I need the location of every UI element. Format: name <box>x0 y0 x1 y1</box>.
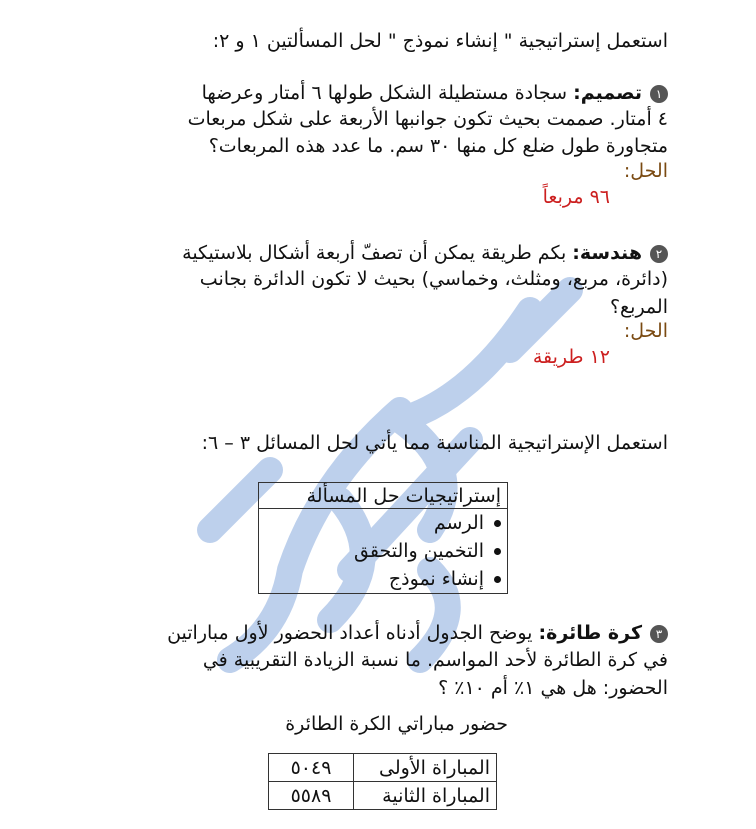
problem-3-text-3: الحضور: هل هي ١٪ أم ١٠٪ ؟ <box>438 677 668 699</box>
problem-1-line-1 <box>202 80 668 107</box>
problem-1-heading: تصميم: <box>573 82 642 104</box>
problem-1-text-1: سجادة مستطيلة الشكل طولها ٦ أمتار وعرضها <box>201 82 568 104</box>
table-row <box>269 754 497 782</box>
problem-1-solution-label: الحل: <box>623 160 668 182</box>
intro-instruction-2: استعمل الإستراتيجية المناسبة مما يأتي لحل المسائل ٣ – ٦: <box>201 432 668 454</box>
attendance-table-title: حضور مباراتي الكرة الطائرة <box>285 713 508 735</box>
strategy-item: إنشاء نموذج <box>259 565 508 594</box>
intro-instruction-1: استعمل إستراتيجية " إنشاء نموذج " لحل المسألتين ١ و ٢: <box>212 30 668 52</box>
problem-1-answer: ٩٦ مربعاً <box>542 186 610 208</box>
problem-number-badge: ١ <box>650 85 668 103</box>
problem-3-line-1 <box>167 620 668 647</box>
problem-2-answer: ١٢ طريقة <box>532 346 610 368</box>
problem-2-heading: هندسة: <box>572 242 642 264</box>
problem-1-text-2: ٤ أمتار. صممت بحيث تكون جوانبها الأربعة على شكل مربعات <box>187 108 668 130</box>
strategy-item: التخمين والتحقق <box>259 537 508 565</box>
problem-3-heading: كرة طائرة: <box>538 622 642 644</box>
strategy-item: الرسم <box>259 509 508 538</box>
problem-2-text-2: (دائرة، مربع، ومثلث، وخماسي) بحيث لا تكون الدائرة بجانب <box>199 268 668 290</box>
problem-2-line-1 <box>182 240 668 267</box>
bullet-icon <box>494 520 501 527</box>
table-cell-value: ٥٥٨٩ <box>269 782 354 810</box>
problem-2-solution-label: الحل: <box>623 320 668 342</box>
problem-3-text-2: في كرة الطائرة لأحد المواسم. ما نسبة الزيادة التقريبية في <box>202 649 668 671</box>
problem-number-badge: ٣ <box>650 625 668 643</box>
strategies-table <box>258 482 508 594</box>
problem-1-text-3: متجاورة طول ضلع كل منها ٣٠ سم. ما عدد هذه المربعات؟ <box>208 135 668 157</box>
bullet-icon <box>494 576 501 583</box>
strategies-table-header: إستراتيجيات حل المسألة <box>259 483 508 509</box>
problem-2-text-1: بكم طريقة يمكن أن تصفّ أربعة أشكال بلاستيكية <box>182 242 567 264</box>
attendance-table <box>268 753 497 810</box>
bullet-icon <box>494 548 501 555</box>
table-row <box>269 782 497 810</box>
problem-3-text-1: يوضح الجدول أدناه أعداد الحضور لأول مباراتين <box>167 622 533 644</box>
table-cell-value: ٥٠٤٩ <box>269 754 354 782</box>
table-cell-label: المباراة الثانية <box>354 782 497 810</box>
problem-number-badge: ٢ <box>650 245 668 263</box>
table-cell-label: المباراة الأولى <box>354 754 497 782</box>
problem-2-text-3: المربع؟ <box>609 296 668 318</box>
